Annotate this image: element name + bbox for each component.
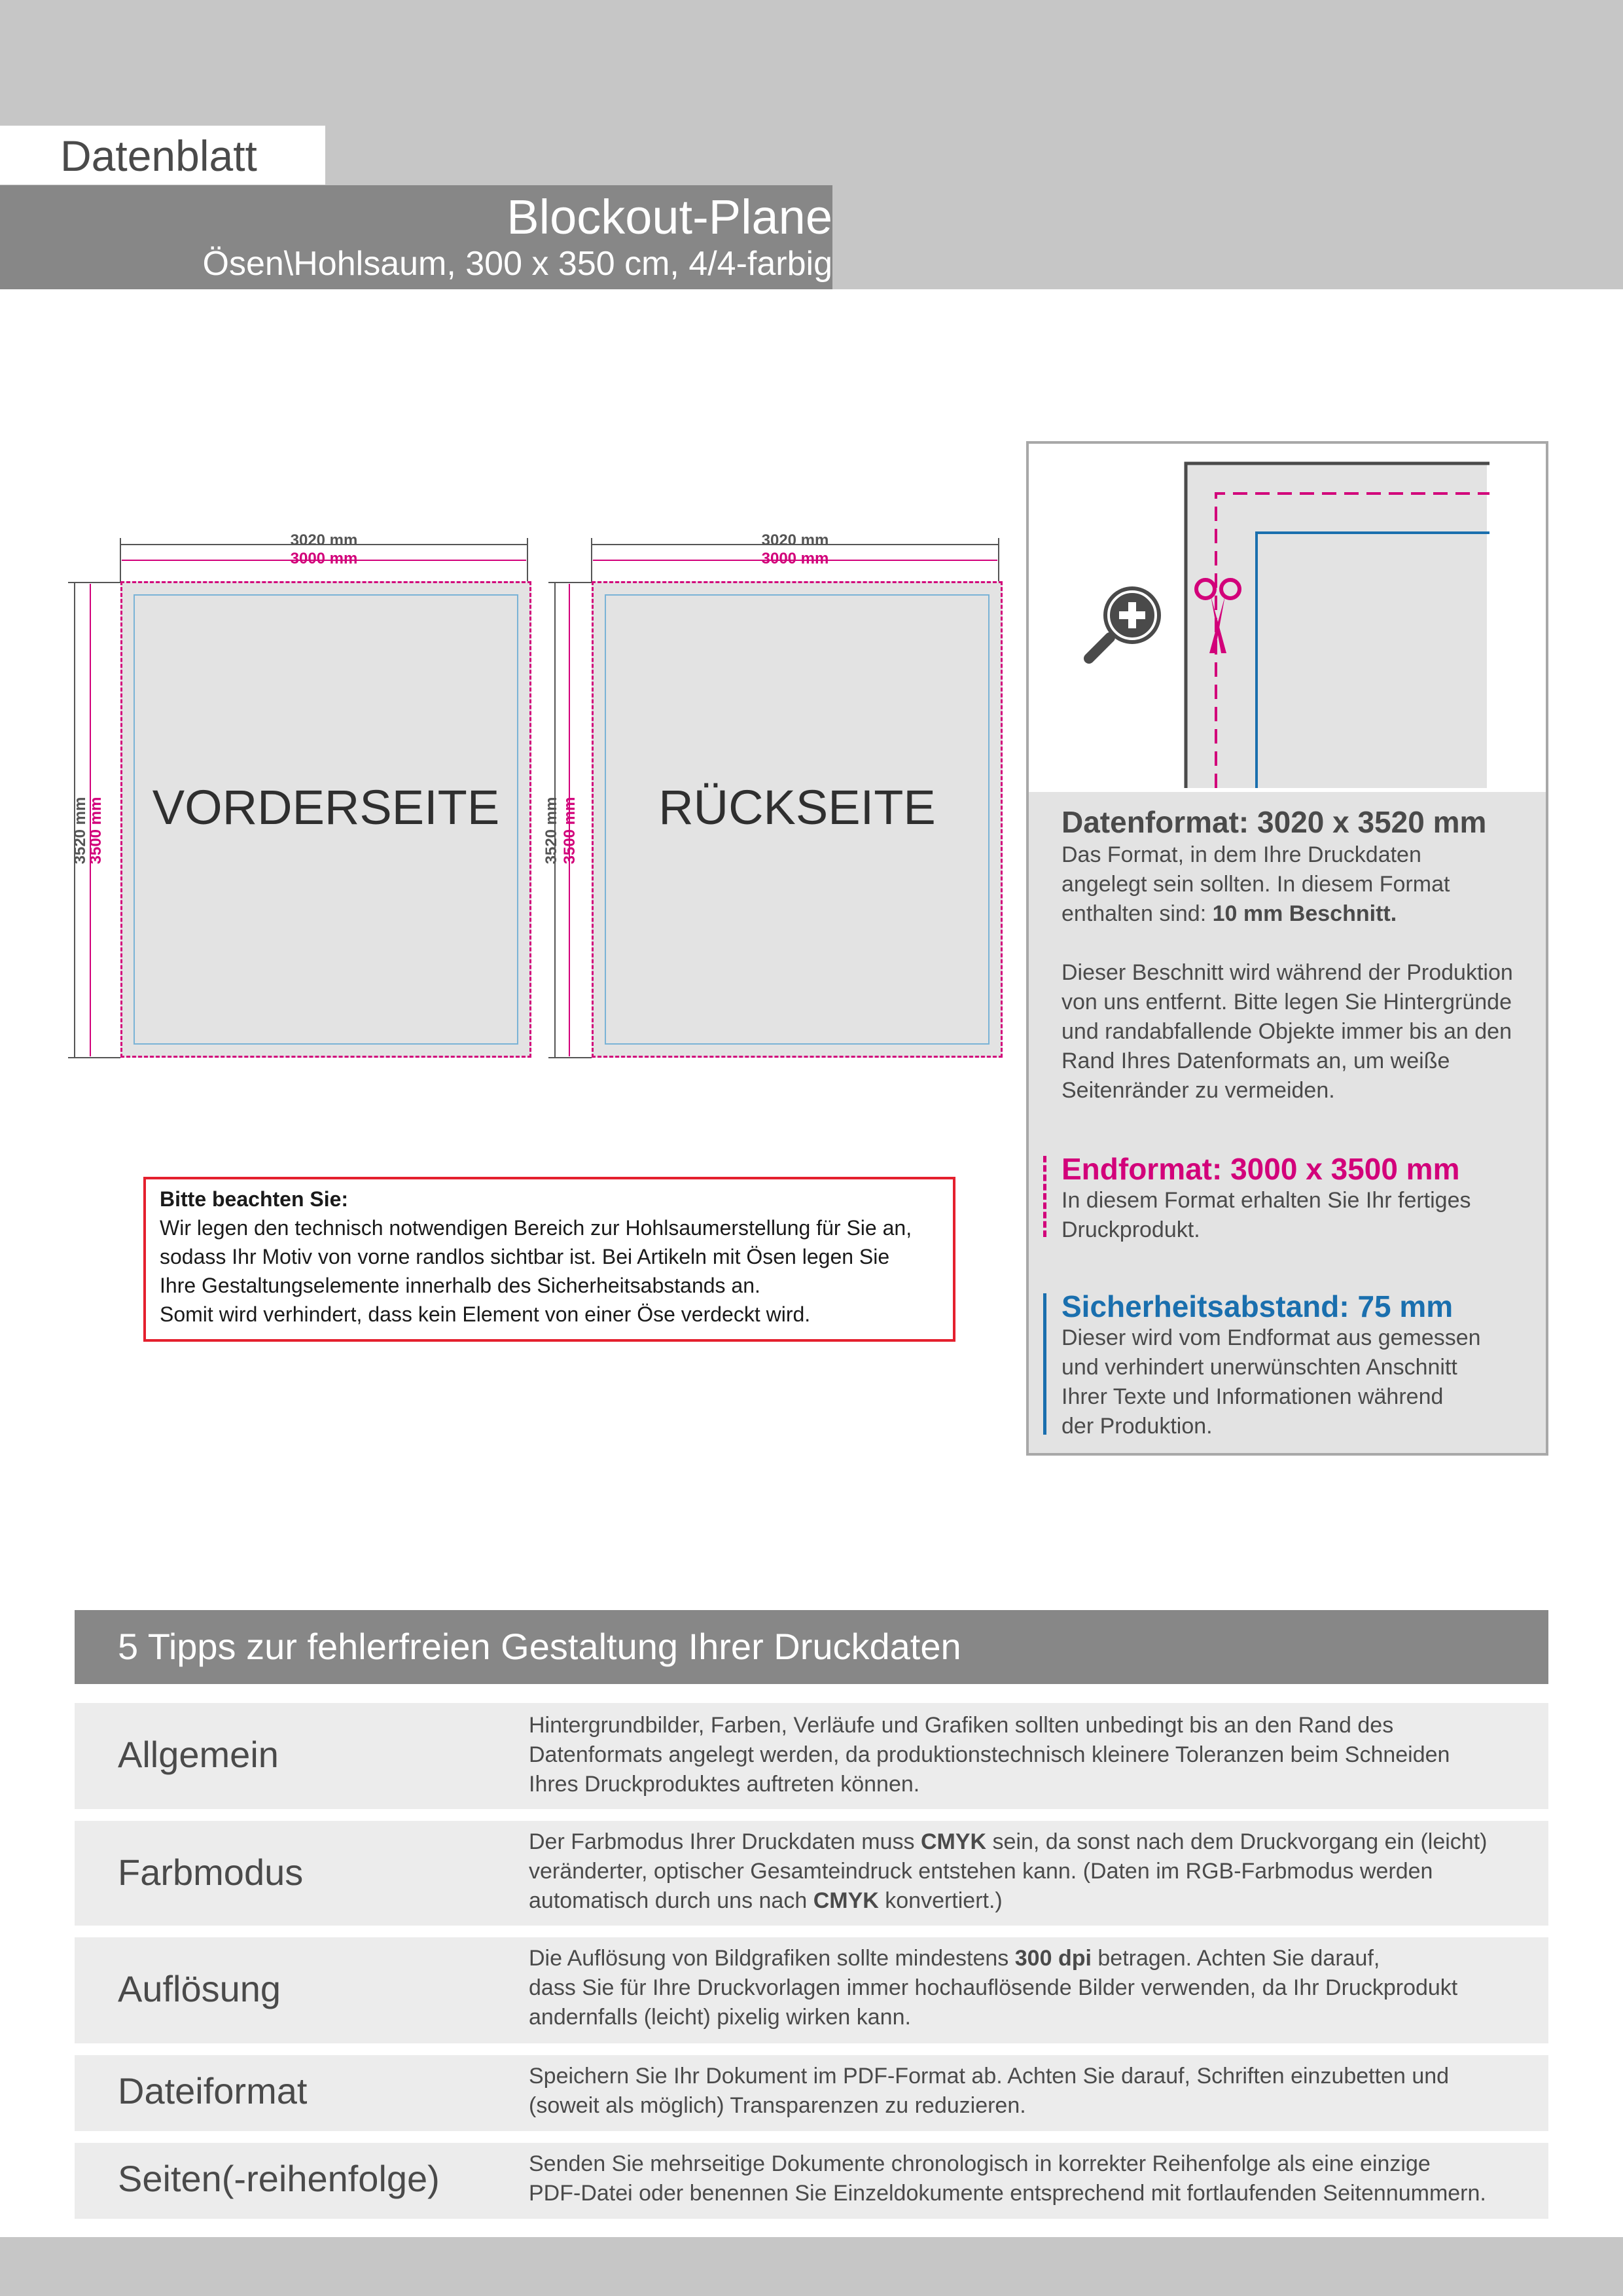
endformat-line-2: Druckprodukt. xyxy=(1061,1217,1200,1242)
tip-text-line: dass Sie für Ihre Druckvorlagen immer hochauflösende Bilder verwenden, da Ihr Druckprodukt xyxy=(529,1975,1458,2000)
tip-text-line: Ihres Druckproduktes auftreten können. xyxy=(529,1772,920,1797)
beschnitt-bold: 10 mm Beschnitt. xyxy=(1212,901,1397,926)
zoom-in-icon xyxy=(1081,575,1173,666)
tip-name: Farbmodus xyxy=(118,1852,304,1893)
page-title: Blockout-Plane xyxy=(507,190,832,244)
notice-line-4: Somit wird verhindert, dass kein Element von einer Öse verdeckt wird. xyxy=(160,1302,811,1326)
front-data-width-label: 3020 mm xyxy=(290,531,358,549)
endformat-marker xyxy=(1043,1156,1046,1237)
tip-text-part: automatisch durch uns nach xyxy=(529,1888,813,1913)
sicherheit-line-3: Ihrer Texte und Informationen während xyxy=(1061,1384,1444,1409)
front-sheet xyxy=(120,581,531,1058)
tip-text-bold: CMYK xyxy=(920,1829,987,1854)
datenformat-line-3 xyxy=(1061,899,1397,929)
tip-row-aufloesung xyxy=(75,1937,1548,2043)
tip-text-bold: 300 dpi xyxy=(1014,1946,1092,1971)
footer-band xyxy=(0,2237,1623,2296)
front-final-width-label: 3000 mm xyxy=(290,550,358,567)
beschnitt-line-3: und randabfallende Objekte immer bis an den xyxy=(1061,1019,1512,1044)
back-data-width-label: 3020 mm xyxy=(761,531,829,549)
back-side-label: RÜCKSEITE xyxy=(658,780,936,834)
notice-line-2: sodass Ihr Motiv von vorne randlos sichtbar ist. Bei Artikeln mit Ösen legen Sie xyxy=(160,1245,890,1268)
tip-text-line xyxy=(529,1886,1003,1916)
sicherheit-marker xyxy=(1043,1293,1046,1435)
sicherheit-line-1: Dieser wird vom Endformat aus gemessen xyxy=(1061,1325,1481,1350)
datenformat-line-3-text: enthalten sind: xyxy=(1061,901,1213,926)
sicherheit-heading: Sicherheitsabstand: 75 mm xyxy=(1061,1289,1454,1323)
tip-text-line: andernfalls (leicht) pixelig wirken kann. xyxy=(529,2005,911,2030)
beschnitt-line-1: Dieser Beschnitt wird während der Produktion xyxy=(1061,960,1513,985)
tip-text-part: betragen. Achten Sie darauf, xyxy=(1091,1946,1380,1971)
beschnitt-line-5: Seitenränder zu vermeiden. xyxy=(1061,1078,1335,1103)
tip-row-seiten xyxy=(75,2143,1548,2219)
tips-title: 5 Tipps zur fehlerfreien Gestaltung Ihrer Druckdaten xyxy=(118,1626,961,1667)
notice-heading: Bitte beachten Sie: xyxy=(160,1187,349,1211)
endformat-line-1: In diesem Format erhalten Sie Ihr fertiges xyxy=(1061,1188,1471,1213)
tip-text-line: Senden Sie mehrseitige Dokumente chronologisch in korrekter Reihenfolge als eine einzige xyxy=(529,2151,1431,2176)
tip-text-line: veränderter, optischer Gesamteindruck entstehen kann. (Daten im RGB-Farbmodus werden xyxy=(529,1859,1433,1884)
tip-name: Auflösung xyxy=(118,1968,281,2009)
tip-row-farbmodus xyxy=(75,1821,1548,1926)
tip-row-dateiformat xyxy=(75,2055,1548,2131)
tip-text-bold: CMYK xyxy=(813,1888,879,1913)
back-data-height-label: 3520 mm xyxy=(543,797,560,865)
datenformat-line-2: angelegt sein sollten. In diesem Format xyxy=(1061,872,1450,897)
tip-text-line: Hintergrundbilder, Farben, Verläufe und Grafiken sollten unbedingt bis an den Rand des xyxy=(529,1713,1394,1738)
tip-text-part: Die Auflösung von Bildgrafiken sollte mindestens xyxy=(529,1946,1015,1971)
back-sheet xyxy=(592,581,1003,1058)
datenformat-line-1: Das Format, in dem Ihre Druckdaten xyxy=(1061,842,1421,867)
sicherheit-line-2: und verhindert unerwünschten Anschnitt xyxy=(1061,1355,1457,1380)
scissors-icon xyxy=(1192,575,1245,660)
doc-type-label: Datenblatt xyxy=(60,132,257,180)
tip-text-line: (soweit als möglich) Transparenzen zu reduzieren. xyxy=(529,2093,1026,2118)
tip-name: Allgemein xyxy=(118,1734,279,1775)
page-subtitle: Ösen\Hohlsaum, 300 x 350 cm, 4/4-farbig xyxy=(202,245,832,283)
front-side-label: VORDERSEITE xyxy=(152,780,500,834)
tip-row-allgemein xyxy=(75,1703,1548,1809)
tip-text-line: Speichern Sie Ihr Dokument im PDF-Format ab. Achten Sie darauf, Schriften einzubetten und xyxy=(529,2064,1450,2089)
notice-line-3: Ihre Gestaltungselemente innerhalb des Sicherheitsabstands an. xyxy=(160,1274,760,1297)
back-final-width-label: 3000 mm xyxy=(761,550,829,567)
front-final-height-label: 3500 mm xyxy=(87,797,105,865)
beschnitt-line-4: Rand Ihres Datenformats an, um weiße xyxy=(1061,1049,1450,1073)
datenformat-heading: Datenformat: 3020 x 3520 mm xyxy=(1061,805,1487,839)
sicherheit-line-4: der Produktion. xyxy=(1061,1414,1213,1439)
tip-text-part: sein, da sonst nach dem Druckvorgang ein (leicht) xyxy=(986,1829,1488,1854)
back-final-height-label: 3500 mm xyxy=(561,797,579,865)
tip-text-line xyxy=(529,1944,1380,1973)
tip-text-line: Datenformats angelegt werden, da produktionstechnisch kleinere Toleranzen beim Schneiden xyxy=(529,1742,1450,1767)
endformat-heading: Endformat: 3000 x 3500 mm xyxy=(1061,1152,1460,1186)
tip-name: Dateiformat xyxy=(118,2070,308,2111)
front-data-height-label: 3520 mm xyxy=(71,797,89,865)
tip-text-line xyxy=(529,1827,1487,1857)
beschnitt-line-2: von uns entfernt. Bitte legen Sie Hintergründe xyxy=(1061,990,1512,1014)
tip-text-line: PDF-Datei oder benennen Sie Einzeldokumente entsprechend mit fortlaufenden Seitennummern. xyxy=(529,2181,1486,2206)
tip-name: Seiten(-reihenfolge) xyxy=(118,2158,440,2199)
tip-text-part: Der Farbmodus Ihrer Druckdaten muss xyxy=(529,1829,921,1854)
tip-text-part: konvertiert.) xyxy=(878,1888,1003,1913)
zoom-illustration xyxy=(1029,444,1546,789)
notice-line-1: Wir legen den technisch notwendigen Bereich zur Hohlsaumerstellung für Sie an, xyxy=(160,1216,912,1240)
